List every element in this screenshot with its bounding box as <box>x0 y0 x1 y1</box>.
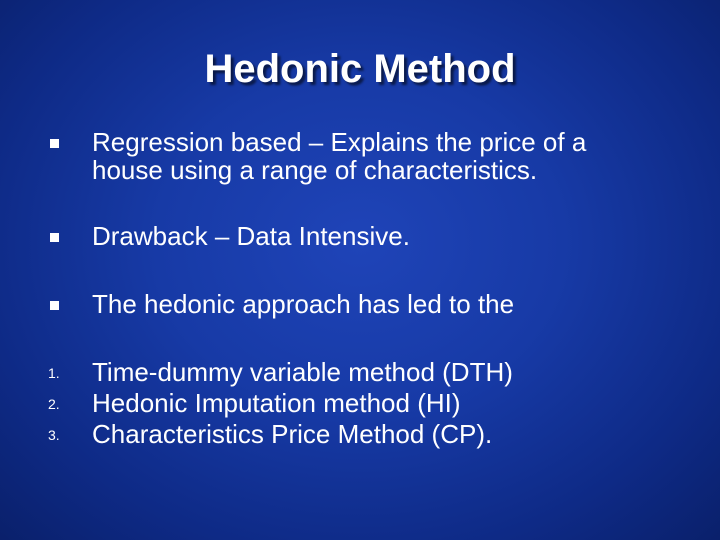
bullet-text-line2: house using a range of characteristics. <box>92 155 538 185</box>
list-number: 1. <box>48 365 60 381</box>
square-bullet-icon <box>50 233 59 242</box>
slide-title: Hedonic Method <box>204 47 516 91</box>
numbered-text: Hedonic Imputation method (HI) <box>92 388 461 418</box>
bullet-text: Drawback – Data Intensive. <box>92 221 410 251</box>
bullet-text-line1: Regression based – Explains the price of a <box>92 127 587 157</box>
numbered-text: Characteristics Price Method (CP). <box>92 419 493 449</box>
list-number: 2. <box>48 396 60 412</box>
list-number: 3. <box>48 427 60 443</box>
square-bullet-icon <box>50 301 59 310</box>
bullet-text: The hedonic approach has led to the <box>92 289 515 319</box>
square-bullet-icon <box>50 139 59 148</box>
numbered-text: Time-dummy variable method (DTH) <box>92 357 513 387</box>
